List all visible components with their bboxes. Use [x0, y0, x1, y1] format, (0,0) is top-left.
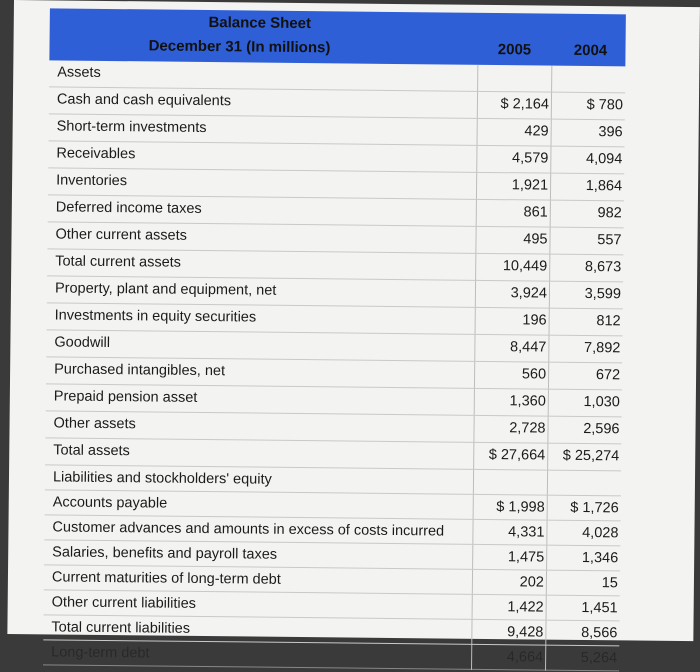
value-2005: 1,475	[507, 549, 545, 566]
row-label: Other current liabilities	[51, 594, 197, 612]
value-2005: 1,921	[511, 177, 549, 194]
value-2005: $ 1,998	[496, 499, 545, 516]
row-label: Property, plant and equipment, net	[54, 280, 277, 299]
balance-sheet-photo	[7, 0, 700, 667]
value-2005: 9,428	[507, 624, 544, 641]
value-2004: 557	[597, 232, 622, 249]
row-label: Short-term investments	[56, 118, 207, 137]
row-label: Current maturities of long-term debt	[51, 569, 281, 588]
value-2005: 4,664	[506, 649, 544, 666]
value-2005: 4,331	[508, 524, 545, 541]
value-2005: 8,447	[510, 339, 547, 356]
value-2004: 672	[595, 367, 621, 384]
value-2004: 5,264	[580, 649, 618, 667]
column-header-2005: 2005	[497, 41, 532, 59]
column-header-2004: 2004	[573, 41, 608, 60]
value-2004: 1,346	[581, 549, 619, 567]
value-2005: 1,360	[509, 393, 546, 410]
row-label: Purchased intangibles, net	[54, 361, 226, 380]
row-label: Other assets	[53, 415, 136, 433]
balance-sheet-table	[43, 60, 625, 671]
value-2004: 812	[596, 313, 621, 330]
value-2005: 196	[522, 312, 547, 329]
value-2005: 3,924	[510, 285, 548, 302]
value-2004: 396	[598, 124, 623, 141]
value-2005: $ 2,164	[500, 96, 550, 113]
value-2004: 7,892	[584, 339, 621, 357]
row-label: Total current liabilities	[51, 619, 191, 637]
table-header	[49, 8, 626, 66]
row-label: Liabilities and stockholders' equity	[52, 469, 272, 488]
value-2004: $ 25,274	[562, 447, 620, 465]
row-label: Salaries, benefits and payroll taxes	[52, 544, 278, 563]
row-label: Total current assets	[55, 253, 182, 271]
value-2005	[477, 69, 549, 70]
value-2004	[553, 70, 623, 71]
value-2004: 1,864	[585, 177, 623, 195]
value-2005: 560	[521, 366, 547, 383]
value-2004: 1,030	[583, 393, 620, 411]
value-2005: $ 27,664	[488, 446, 546, 464]
table-title: Balance Sheet	[208, 14, 312, 33]
row-label: Total assets	[53, 442, 130, 460]
value-2005: 202	[519, 574, 545, 591]
value-2004: 4,028	[582, 524, 619, 542]
row-label: Receivables	[56, 145, 136, 163]
value-2004: 8,673	[584, 258, 622, 276]
value-2004: 1,451	[581, 599, 618, 617]
value-2004: 4,094	[585, 150, 623, 168]
value-2004: $ 1,726	[570, 499, 619, 517]
row-label: Prepaid pension asset	[53, 388, 198, 406]
value-2004: 8,566	[581, 624, 618, 642]
value-2005: 2,728	[509, 420, 546, 437]
value-2005: 495	[523, 231, 548, 248]
row-label: Investments in equity securities	[54, 307, 257, 326]
table-row	[43, 640, 619, 671]
row-label: Cash and cash equivalents	[56, 91, 232, 110]
row-label: Customer advances and amounts in excess of costs incurred	[52, 519, 445, 540]
value-2004: 15	[601, 575, 619, 592]
row-label: Accounts payable	[52, 494, 168, 512]
value-2005: 4,579	[511, 150, 549, 167]
row-label: Goodwill	[54, 334, 111, 352]
row-label: Assets	[57, 64, 101, 81]
value-2004: $ 780	[586, 97, 624, 114]
value-2005: 429	[524, 123, 549, 140]
value-2005: 1,422	[507, 599, 544, 616]
row-label: Other current assets	[55, 226, 187, 244]
value-2004: 2,596	[583, 420, 620, 438]
value-2005	[473, 474, 545, 475]
value-2005: 861	[523, 204, 548, 221]
table-subtitle: December 31 (In millions)	[148, 37, 331, 57]
value-2005: 10,449	[502, 258, 548, 275]
value-2004: 982	[597, 205, 622, 222]
row-label: Deferred income taxes	[55, 199, 202, 217]
row-label: Long-term debt	[51, 644, 150, 662]
value-2004	[549, 475, 619, 476]
row-label: Inventories	[56, 172, 128, 190]
value-2004: 3,599	[584, 285, 622, 303]
